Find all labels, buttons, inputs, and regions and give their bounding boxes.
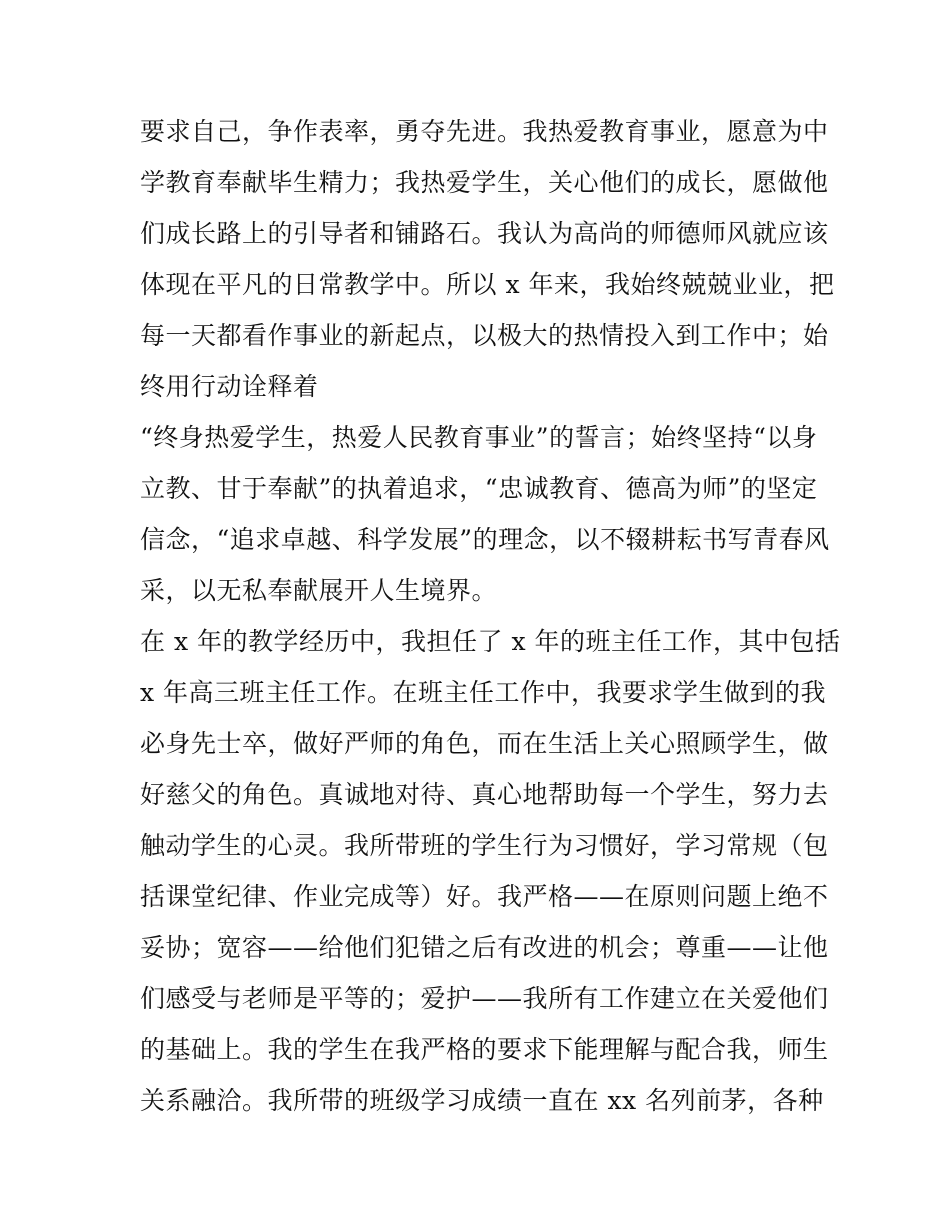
text-line-2: 学教育奉献毕生精力；我热爱学生，关心他们的成长，愿做他 xyxy=(140,168,829,197)
text-line-15: 触动学生的心灵。我所带班的学生行为习惯好，学习常规（包 xyxy=(140,831,829,860)
text-line-20: 关系融洽。我所带的班级学习成绩一直在 xx 名列前茅，各种 xyxy=(140,1086,824,1115)
text-line-12: x 年高三班主任工作。在班主任工作中，我要求学生做到的我 xyxy=(140,678,827,707)
text-line-4: 体现在平凡的日常教学中。所以 x 年来，我始终兢兢业业，把 xyxy=(140,270,835,299)
text-line-5: 每一天都看作事业的新起点，以极大的热情投入到工作中；始 xyxy=(140,321,829,350)
text-line-17: 妥协；宽容——给他们犯错之后有改进的机会；尊重——让他 xyxy=(140,933,829,962)
text-line-18: 们感受与老师是平等的；爱护——我所有工作建立在关爱他们 xyxy=(140,984,829,1013)
text-line-11: 在 x 年的教学经历中，我担任了 x 年的班主任工作，其中包括 xyxy=(140,627,841,656)
text-line-14: 好慈父的角色。真诚地对待、真心地帮助每一个学生，努力去 xyxy=(140,780,829,809)
text-line-6: 终用行动诠释着 xyxy=(140,372,319,401)
text-line-3: 们成长路上的引导者和铺路石。我认为高尚的师德师风就应该 xyxy=(140,219,829,248)
text-line-13: 必身先士卒，做好严师的角色，而在生活上关心照顾学生，做 xyxy=(140,729,829,758)
text-line-16: 括课堂纪律、作业完成等）好。我严格——在原则问题上绝不 xyxy=(140,882,829,911)
text-line-9: 信念，“追求卓越、科学发展”的理念，以不辍耕耘书写青春风 xyxy=(140,525,830,554)
text-line-10: 采，以无私奉献展开人生境界。 xyxy=(140,576,498,605)
text-line-7: “终身热爱学生，热爱人民教育事业”的誓言；始终坚持“以身 xyxy=(140,423,818,452)
text-line-1: 要求自己，争作表率，勇夺先进。我热爱教育事业，愿意为中 xyxy=(140,117,829,146)
text-line-19: 的基础上。我的学生在我严格的要求下能理解与配合我，师生 xyxy=(140,1035,829,1064)
body-text xyxy=(140,106,841,1126)
text-line-8: 立教、甘于奉献”的执着追求，“忠诚教育、德高为师”的坚定 xyxy=(140,474,818,503)
